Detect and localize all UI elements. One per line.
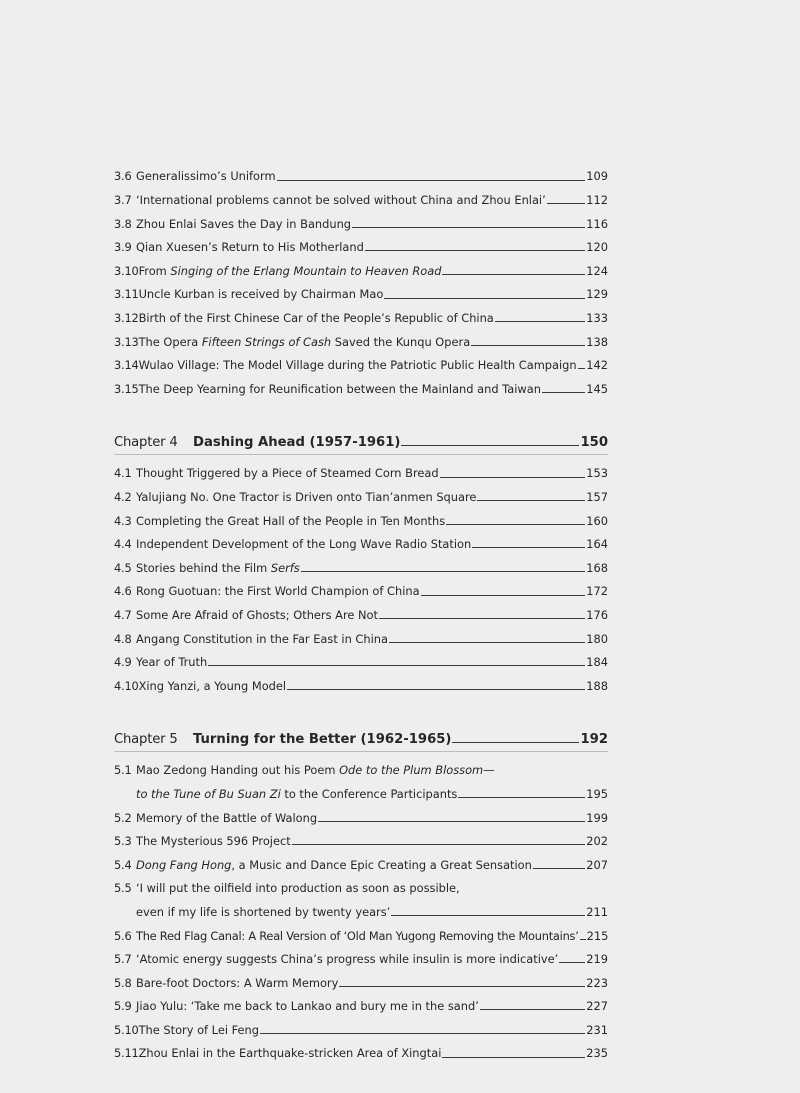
dot-leader [471,345,585,346]
entry-page: 120 [586,240,608,255]
dot-leader [301,571,586,572]
entry-page: 168 [586,560,608,575]
entry-page: 153 [586,466,608,481]
entry-number: 5.11 [114,1046,139,1061]
table-of-contents [114,160,608,1061]
entry-number: 4.6 [114,584,132,599]
entry-number: 4.2 [114,490,132,505]
chapter-heading[interactable] [114,721,608,752]
chapter4-items [114,457,608,693]
dot-leader [452,742,579,743]
dot-leader [495,321,585,322]
toc-entry[interactable] [114,160,608,184]
toc-entry[interactable] [114,575,608,599]
chapter5-items [114,754,608,1061]
entry-title: ‘Atomic energy suggests China’s progress while insulin is more indicative’ [136,952,559,967]
toc-entry[interactable] [114,990,608,1014]
toc-entry[interactable] [114,528,608,552]
toc-entry[interactable] [114,622,608,646]
toc-entry[interactable] [114,919,608,943]
chapter-title: Dashing Ahead (1957-1961) [193,434,401,450]
entry-page: 195 [586,786,608,801]
entry-title: Zhou Enlai Saves the Day in Bandung [136,216,352,231]
entry-title: The Red Flag Canal: A Real Version of ‘Old Man Yugong Removing the Mountains’ [136,928,579,943]
entry-number: 4.5 [114,560,132,575]
dot-leader [389,642,585,643]
entry-page: 219 [586,952,608,967]
toc-entry[interactable] [114,754,608,778]
dot-leader [292,844,586,845]
entry-title-line2: to the Tune of Bu Suan Zi to the Conference Participants [136,786,458,801]
entry-page: 202 [586,834,608,849]
entry-number: 5.1 [114,763,132,778]
dot-leader [442,1057,585,1058]
entry-page: 142 [586,358,608,373]
dot-leader [421,595,586,596]
entry-title: Bare-foot Doctors: A Warm Memory [136,975,339,990]
entry-number: 5.5 [114,881,132,896]
toc-entry[interactable] [114,254,608,278]
chapter-title: Turning for the Better (1962-1965) [193,731,452,747]
entry-title: Uncle Kurban is received by Chairman Mao [138,287,384,302]
entry-number: 4.7 [114,607,132,622]
toc-entry-continued[interactable] [114,777,608,801]
entry-number: 3.11 [114,287,139,302]
toc-entry[interactable] [114,231,608,255]
dot-leader [458,797,585,798]
dot-leader [472,547,585,548]
entry-title: Completing the Great Hall of the People in Ten Months [136,513,446,528]
entry-number: 3.14 [114,358,139,373]
entry-title: Jiao Yulu: ‘Take me back to Lankao and bury me in the sand’ [136,999,479,1014]
toc-entry[interactable] [114,481,608,505]
toc-entry[interactable] [114,504,608,528]
dot-leader [446,524,585,525]
dot-leader [260,1033,585,1034]
dot-leader [559,962,585,963]
chapter3-items [114,160,608,396]
entry-page: 180 [586,631,608,646]
toc-entry[interactable] [114,1013,608,1037]
entry-page: 235 [586,1046,608,1061]
dot-leader [477,500,585,501]
entry-number: 3.15 [114,381,139,396]
entry-number: 5.7 [114,952,132,967]
toc-entry[interactable] [114,872,608,896]
toc-entry[interactable] [114,278,608,302]
entry-page: 211 [586,904,608,919]
dot-leader [547,203,586,204]
entry-number: 3.7 [114,193,132,208]
dot-leader [442,274,585,275]
entry-page: 188 [586,678,608,693]
toc-entry[interactable] [114,646,608,670]
entry-title: The Opera Fifteen Strings of Cash Saved the Kunqu Opera [138,334,471,349]
entry-page: 176 [586,607,608,622]
entry-number: 4.3 [114,513,132,528]
dot-leader [401,445,579,446]
toc-entry[interactable] [114,848,608,872]
entry-page: 172 [586,584,608,599]
entry-page: 227 [586,999,608,1014]
dot-leader [365,250,585,251]
entry-title: Xing Yanzi, a Young Model [138,678,287,693]
entry-title: Thought Triggered by a Piece of Steamed Corn Bread [136,466,439,481]
entry-title: Memory of the Battle of Walong [136,810,318,825]
entry-number: 4.4 [114,537,132,552]
entry-title: Angang Constitution in the Far East in China [136,631,388,646]
dot-leader [287,689,585,690]
dot-leader [480,1009,585,1010]
chapter-heading[interactable] [114,424,608,455]
toc-entry[interactable] [114,207,608,231]
entry-page: 223 [586,975,608,990]
entry-title: The Mysterious 596 Project [136,834,291,849]
entry-title: The Story of Lei Feng [138,1022,260,1037]
toc-entry[interactable] [114,801,608,825]
entry-title: Wulao Village: The Model Village during the Patriotic Public Health Campaign [138,358,577,373]
entry-title: Yalujiang No. One Tractor is Driven onto Tian’anmen Square [136,490,477,505]
entry-title: Birth of the First Chinese Car of the People’s Republic of China [138,311,494,326]
dot-leader [208,665,585,666]
toc-entry[interactable] [114,349,608,373]
dot-leader [384,298,585,299]
toc-entry[interactable] [114,669,608,693]
dot-leader [379,618,585,619]
toc-entry[interactable] [114,551,608,575]
dot-leader [542,392,585,393]
chapter-page: 150 [580,434,608,450]
entry-title: The Deep Yearning for Reunification between the Mainland and Taiwan [138,381,541,396]
entry-title: Year of Truth [136,655,208,670]
entry-number: 5.10 [114,1022,139,1037]
entry-page: 199 [586,810,608,825]
entry-title-line2: even if my life is shortened by twenty years’ [136,904,391,919]
toc-entry-continued[interactable] [114,895,608,919]
entry-number: 3.12 [114,311,139,326]
chapter-label: Chapter 4 [114,434,178,450]
toc-entry[interactable] [114,457,608,481]
entry-number: 4.1 [114,466,132,481]
entry-page: 164 [586,537,608,552]
chapter-label: Chapter 5 [114,731,178,747]
entry-title: Generalissimo’s Uniform [136,169,276,184]
toc-entry[interactable] [114,599,608,623]
dot-leader [440,477,586,478]
toc-entry[interactable] [114,302,608,326]
entry-number: 3.13 [114,334,139,349]
entry-page: 207 [586,857,608,872]
chapter-page: 192 [580,731,608,747]
entry-title: From Singing of the Erlang Mountain to Heaven Road [138,263,442,278]
dot-leader [391,915,585,916]
entry-number: 5.8 [114,975,132,990]
entry-number: 4.9 [114,655,132,670]
entry-title: Some Are Afraid of Ghosts; Others Are Not [136,607,378,622]
toc-entry[interactable] [114,966,608,990]
entry-page: 112 [586,193,608,208]
toc-entry[interactable] [114,372,608,396]
dot-leader [578,368,586,369]
entry-title: Dong Fang Hong, a Music and Dance Epic Creating a Great Sensation [136,857,532,872]
entry-page: 231 [586,1022,608,1037]
entry-title-line1: Mao Zedong Handing out his Poem Ode to the Plum Blossom— [136,763,495,778]
dot-leader [339,986,585,987]
entry-number: 3.10 [114,263,139,278]
entry-page: 215 [586,928,609,943]
dot-leader [580,939,586,940]
entry-title: Zhou Enlai in the Earthquake-stricken Area of Xingtai [138,1046,442,1061]
toc-entry[interactable] [114,825,608,849]
entry-number: 5.4 [114,857,132,872]
entry-title: Independent Development of the Long Wave Radio Station [136,537,472,552]
entry-page: 124 [586,263,608,278]
toc-entry[interactable] [114,325,608,349]
entry-page: 129 [586,287,608,302]
dot-leader [533,868,585,869]
entry-number: 5.2 [114,810,132,825]
dot-leader [352,227,585,228]
entry-page: 184 [586,655,608,670]
entry-page: 160 [586,513,608,528]
entry-number: 4.10 [114,678,139,693]
dot-leader [318,821,585,822]
entry-title: ‘International problems cannot be solved without China and Zhou Enlai’ [136,193,546,208]
toc-entry[interactable] [114,184,608,208]
entry-title: Stories behind the Film Serfs [136,560,300,575]
entry-number: 4.8 [114,631,132,646]
entry-number: 5.6 [114,928,132,943]
entry-page: 133 [586,311,608,326]
toc-entry[interactable] [114,1037,608,1061]
entry-title: Rong Guotuan: the First World Champion of China [136,584,420,599]
entry-title-line1: ‘I will put the oilfield into production as soon as possible, [136,881,460,896]
entry-page: 157 [586,490,608,505]
toc-entry[interactable] [114,943,608,967]
entry-number: 3.6 [114,169,132,184]
entry-page: 116 [586,216,608,231]
entry-number: 3.9 [114,240,132,255]
entry-page: 138 [586,334,608,349]
entry-number: 5.9 [114,999,132,1014]
entry-number: 5.3 [114,834,132,849]
entry-number: 3.8 [114,216,132,231]
entry-page: 109 [586,169,608,184]
dot-leader [277,180,586,181]
entry-title: Qian Xuesen’s Return to His Motherland [136,240,364,255]
entry-page: 145 [586,381,608,396]
